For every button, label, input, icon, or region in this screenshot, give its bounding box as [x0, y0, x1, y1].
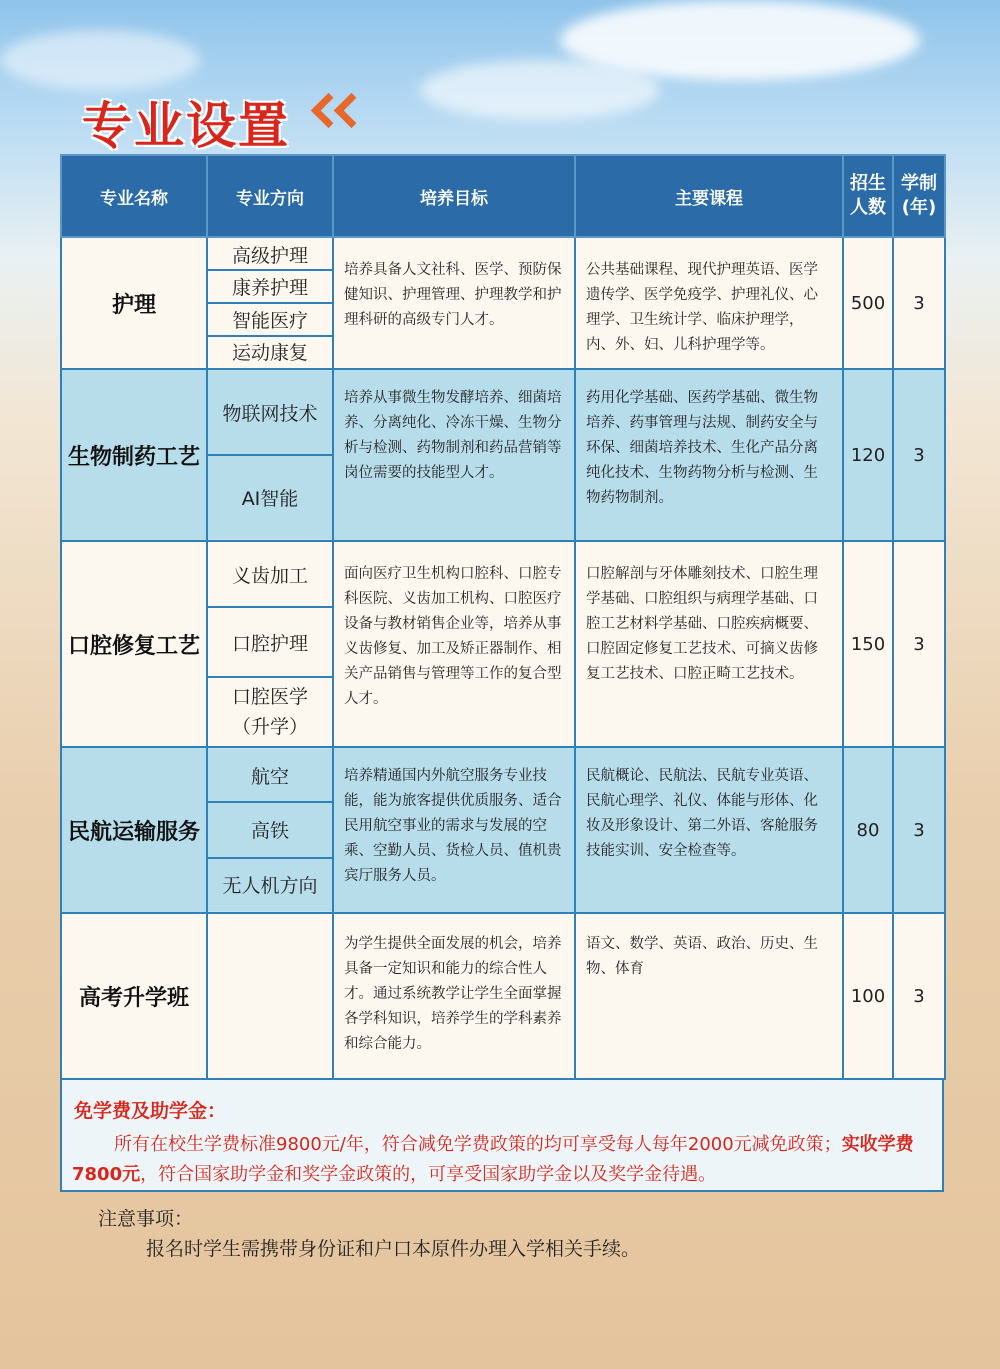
major-name: 高考升学班 [61, 913, 207, 1079]
years-count: 3 [893, 237, 945, 369]
majors-table [60, 154, 946, 1080]
years-count: 3 [893, 747, 945, 913]
table-row [61, 237, 945, 369]
major-name: 护理 [61, 237, 207, 369]
direction-item: 康养护理 [208, 270, 332, 303]
header-enroll-line2: 人数 [850, 197, 886, 218]
double-chevron-left-icon [316, 98, 362, 123]
enroll-count: 150 [843, 541, 893, 747]
enroll-count: 120 [843, 369, 893, 541]
years-count: 3 [893, 541, 945, 747]
courses-text: 药用化学基础、医药学基础、微生物培养、药事管理与法规、制药安全与环保、细菌培养技术、生化产品分离纯化技术、生物药物分析与检测、生物药物制剂。 [575, 369, 843, 541]
direction-item: 无人机方向 [208, 858, 332, 911]
direction-item: 口腔护理 [208, 607, 332, 677]
table-row [61, 369, 945, 541]
courses-text: 口腔解剖与牙体雕刻技术、口腔生理学基础、口腔组织与病理学基础、口腔工艺材料学基础、口腔疾病概要、口腔固定修复工艺技术、可摘义齿修复工艺技术、口腔正畸工艺技术。 [575, 541, 843, 747]
direction-cell [207, 541, 333, 747]
table-row [61, 541, 945, 747]
header-goal: 培养目标 [333, 155, 575, 237]
header-direction: 专业方向 [207, 155, 333, 237]
years-count: 3 [893, 913, 945, 1079]
enroll-count: 100 [843, 913, 893, 1079]
direction-item: AI智能 [208, 455, 332, 539]
direction-item: 航空 [208, 749, 332, 802]
fee-text-bold: 实收学费7800元 [72, 1134, 914, 1185]
page-title: 专业设置 [82, 97, 290, 155]
notes-title: 注意事项： [98, 1208, 194, 1230]
direction-item: 口腔医学（升学） [208, 677, 332, 745]
goal-text: 培养从事微生物发酵培养、细菌培养、分离纯化、冷冻干燥、生物分析与检测、药物制剂和药品营销等岗位需要的技能型人才。 [333, 369, 575, 541]
fee-text [72, 1130, 936, 1190]
courses-text: 公共基础课程、现代护理英语、医学遗传学、医学免疫学、护理礼仪、心理学、卫生统计学、临床护理学，内、外、妇、儿科护理学等。 [575, 237, 843, 369]
header-years-line2: (年) [901, 197, 937, 218]
direction-cell-empty [207, 913, 333, 1079]
table-row [61, 747, 945, 913]
header-enroll-line1: 招生 [850, 173, 886, 194]
cloud-decoration [420, 60, 660, 120]
header-enroll [843, 155, 893, 237]
major-name: 生物制药工艺 [61, 369, 207, 541]
fee-title: 免学费及助学金： [74, 1100, 227, 1122]
direction-item: 物联网技术 [208, 371, 332, 455]
direction-item: 高级护理 [208, 239, 332, 270]
goal-text: 培养精通国内外航空服务专业技能，能为旅客提供优质服务、适合民用航空事业的需求与发展的空乘、空勤人员、货检人员、值机贵宾厅服务人员。 [333, 747, 575, 913]
goal-text: 为学生提供全面发展的机会，培养具备一定知识和能力的综合性人才。通过系统教学让学生全面掌握各学科知识，培养学生的学科素养和综合能力。 [333, 913, 575, 1079]
major-name: 口腔修复工艺 [61, 541, 207, 747]
direction-cell [207, 369, 333, 541]
direction-cell [207, 237, 333, 369]
cloud-decoration [0, 30, 200, 90]
direction-item: 高铁 [208, 802, 332, 857]
header-years [893, 155, 945, 237]
header-courses: 主要课程 [575, 155, 843, 237]
notes-body: 报名时学生需携带身份证和户口本原件办理入学相关手续。 [146, 1238, 641, 1260]
table-row [61, 913, 945, 1079]
courses-text: 民航概论、民航法、民航专业英语、民航心理学、礼仪、体能与形体、化妆及形象设计、第二外语、客舱服务技能实训、安全检查等。 [575, 747, 843, 913]
table-header-row [61, 155, 945, 237]
direction-item: 智能医疗 [208, 303, 332, 336]
courses-text: 语文、数学、英语、政治、历史、生物、体育 [575, 913, 843, 1079]
goal-text: 面向医疗卫生机构口腔科、口腔专科医院、义齿加工机构、口腔医疗设备与教材销售企业等，培养从事义齿修复、加工及矫正器制作、相关产品销售与管理等工作的复合型人才。 [333, 541, 575, 747]
fee-policy-box [60, 1078, 944, 1192]
direction-cell [207, 747, 333, 913]
header-major-name: 专业名称 [61, 155, 207, 237]
major-name: 民航运输服务 [61, 747, 207, 913]
fee-text-part1: 所有在校生学费标准9800元/年，符合减免学费政策的均可享受每人每年2000元减免政策； [114, 1134, 842, 1155]
goal-text: 培养具备人文社科、医学、预防保健知识、护理管理、护理教学和护理科研的高级专门人才。 [333, 237, 575, 369]
enroll-count: 80 [843, 747, 893, 913]
fee-text-part2: ，符合国家助学金和奖学金政策的，可享受国家助学金以及奖学金待遇。 [140, 1164, 717, 1185]
direction-item: 运动康复 [208, 336, 332, 367]
header-years-line1: 学制 [901, 173, 937, 194]
direction-item: 义齿加工 [208, 543, 332, 607]
years-count: 3 [893, 369, 945, 541]
enroll-count: 500 [843, 237, 893, 369]
